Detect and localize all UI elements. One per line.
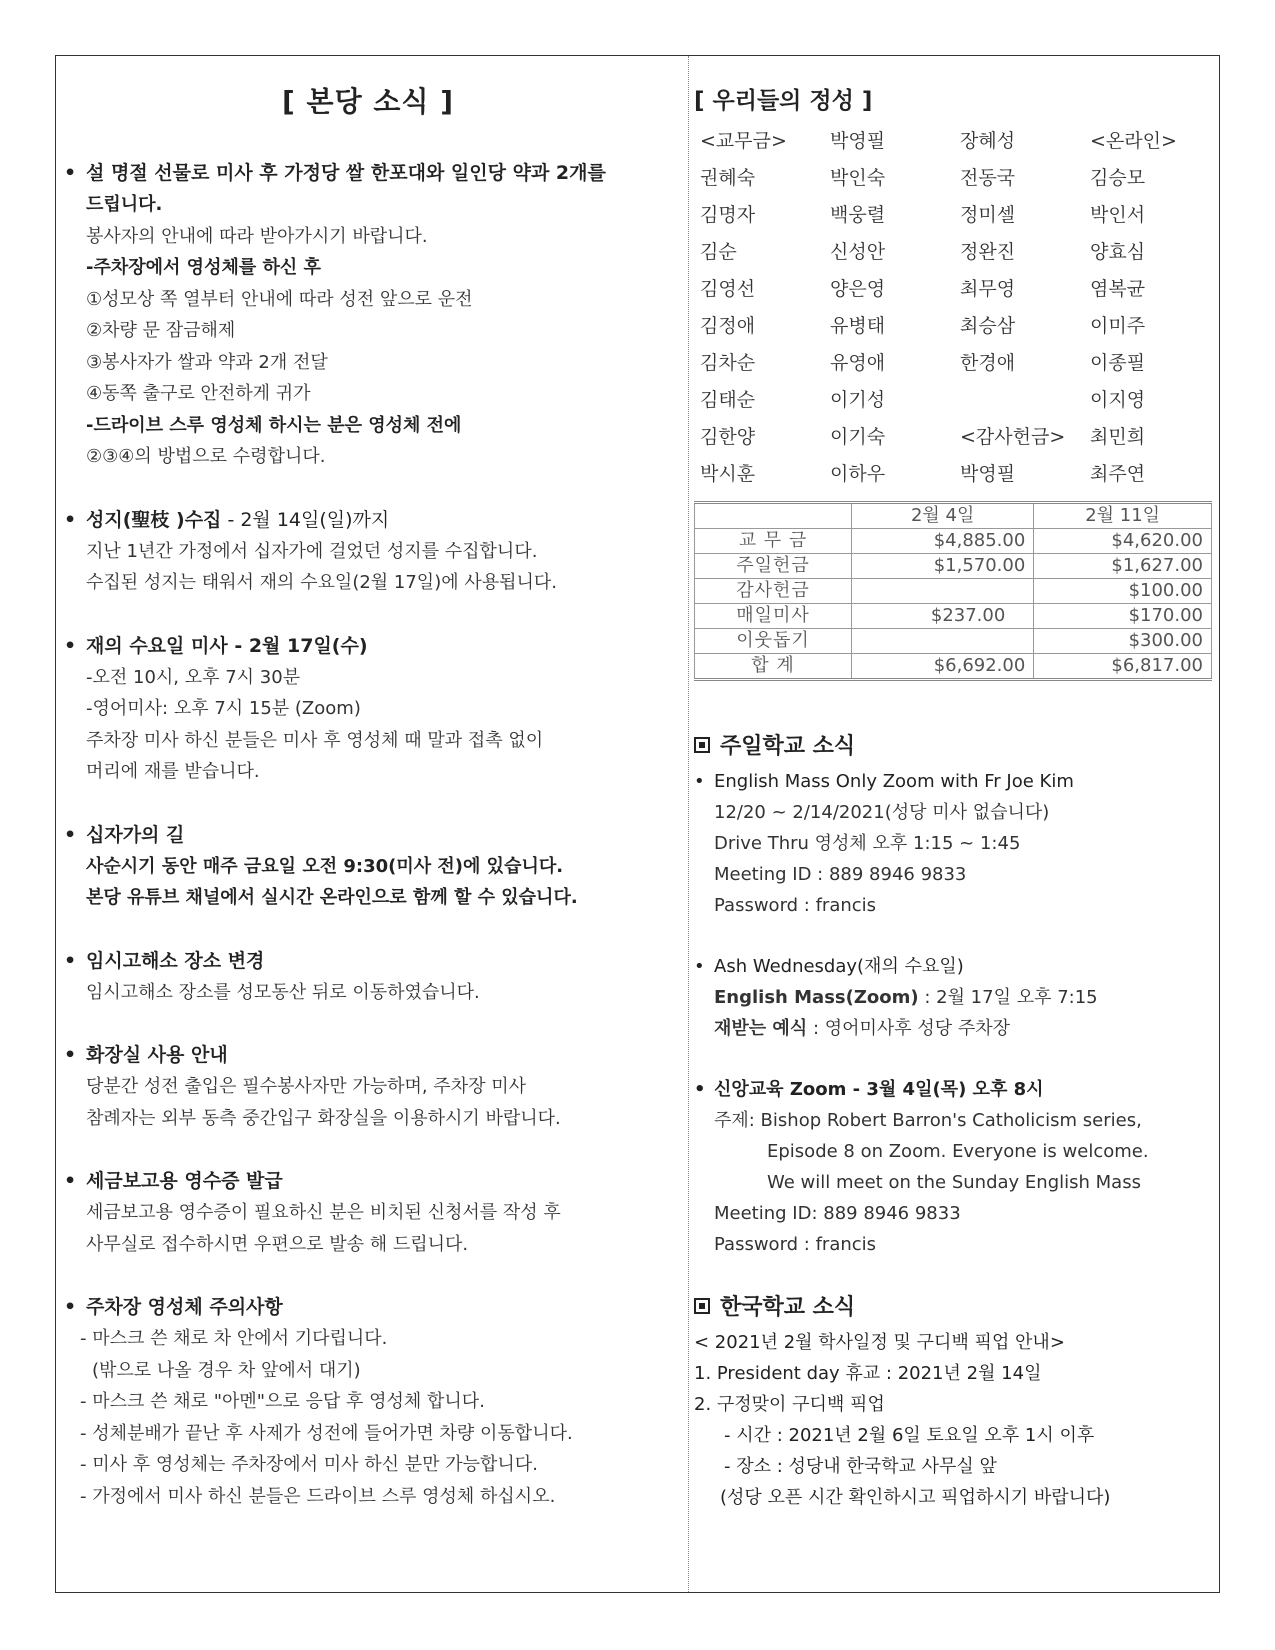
korean-school-line: - 장소 : 성당내 한국학교 사무실 앞 (724, 1456, 997, 1477)
donor-name: 권혜숙 (700, 167, 756, 189)
offering-amount-cell: $1,627.00 (1034, 554, 1212, 579)
news-item-heading (62, 158, 674, 189)
news-item-line: 참례자는 외부 동측 중간입구 화장실을 이용하시기 바랍니다. (86, 1107, 561, 1129)
news-item-line: 수집된 성지는 태워서 재의 수요일(2월 17일)에 사용됩니다. (86, 572, 557, 593)
news-item-line: -주차장에서 영성체를 하신 후 (86, 257, 321, 278)
faith-education-line: Episode 8 on Zoom. Everyone is welcome. (767, 1141, 1149, 1162)
faith-education-line: Meeting ID: 889 8946 9833 (714, 1203, 961, 1224)
offering-amount-cell: $300.00 (1034, 629, 1212, 654)
korean-school-line: 2. 구정맞이 구디백 픽업 (694, 1394, 885, 1415)
ash-wednesday-line-1 (694, 982, 1214, 1013)
parish-news-column (62, 80, 674, 1544)
donor-name: 김한양 (700, 426, 756, 448)
news-item-line: 주차장 미사 하신 분들은 미사 후 영성체 때 말과 접촉 없이 (86, 729, 544, 751)
offering-amount-cell: $100.00 (1034, 579, 1212, 604)
english-mass-line: Meeting ID : 889 8946 9833 (714, 864, 967, 885)
news-item (62, 946, 674, 1009)
donor-name: 김태순 (700, 389, 756, 411)
news-item-heading (62, 820, 674, 851)
news-item-heading-text: 성지(聖枝 )수집 (86, 508, 222, 531)
news-item (62, 820, 674, 914)
english-mass-heading: • English Mass Only Zoom with Fr Joe Kim (694, 766, 1214, 797)
offering-amount-cell: $6,817.00 (1034, 654, 1212, 680)
news-item-heading (62, 1040, 674, 1071)
korean-school-lines (694, 1327, 1214, 1513)
korean-school-title: 한국학교 소식 (720, 1295, 856, 1320)
donor-name: 김승모 (1090, 167, 1146, 189)
parish-news-title: [ 본당 소식 ] (281, 85, 455, 118)
donor-name: 박인숙 (830, 167, 886, 189)
donor-name: 이기성 (830, 389, 886, 411)
right-column (694, 82, 1214, 1513)
ash-wednesday-value-2: : 영어미사후 성당 주차장 (807, 1018, 1011, 1039)
news-item-line: ②③④의 방법으로 수령합니다. (86, 446, 326, 467)
offering-label-cell: 매일미사 (695, 604, 852, 629)
donor-name: 이미주 (1090, 315, 1146, 337)
news-item-line: ③봉사자가 쌀과 약과 2개 전달 (86, 351, 328, 373)
news-item-line: (밖으로 나올 경우 차 앞에서 대기) (92, 1359, 361, 1381)
offering-amount-cell: $4,885.00 (852, 529, 1034, 554)
offering-amount-cell: $4,620.00 (1034, 529, 1212, 554)
table-row (695, 529, 1212, 554)
column-divider (688, 56, 689, 1592)
news-item-line: -드라이브 스루 영성체 하시는 분은 영성체 전에 (86, 414, 462, 436)
offering-label-cell: 감사헌금 (695, 579, 852, 604)
sunday-school-block-2 (694, 951, 1214, 1044)
offering-header-cell: 2월 4일 (852, 503, 1034, 529)
donor-name (960, 382, 1090, 419)
news-item-line: 임시고해소 장소를 성모동산 뒤로 이동하였습니다. (86, 981, 480, 1003)
donor-name: 장혜성 (960, 130, 1016, 152)
sunday-school-heading (694, 729, 1214, 760)
english-mass-lines (694, 797, 1214, 921)
parish-news-list (62, 158, 674, 1512)
donor-name: 정완진 (960, 241, 1016, 263)
ash-wednesday-line-2 (694, 1013, 1214, 1044)
offering-header-cell (695, 503, 852, 529)
faith-education-lines (694, 1105, 1214, 1260)
donor-name: 유병태 (830, 315, 886, 337)
korean-school-line: < 2021년 2월 학사일정 및 구디백 픽업 안내> (694, 1332, 1065, 1353)
ash-wednesday-label-2: 재받는 예식 (714, 1018, 808, 1039)
news-item-heading-text: 임시고해소 장소 변경 (86, 949, 265, 972)
news-item-heading (62, 1166, 674, 1197)
ash-wednesday-label-1: English Mass(Zoom) (714, 987, 919, 1008)
news-item-heading (62, 505, 674, 536)
offering-amount-cell: $6,692.00 (852, 654, 1034, 680)
offering-amount-cell (852, 629, 1034, 654)
korean-school-heading (694, 1290, 1214, 1321)
donor-name: <감사헌금> (960, 426, 1066, 448)
sunday-school-title: 주일학교 소식 (720, 734, 856, 759)
donor-name: 최주연 (1090, 463, 1146, 485)
donor-grid (694, 123, 1214, 493)
sunday-school-block-1 (694, 766, 1214, 921)
offering-header-cell: 2월 11일 (1034, 503, 1212, 529)
table-row (695, 604, 1212, 629)
donor-name: 박시훈 (700, 463, 756, 485)
donor-name: 박영필 (830, 130, 886, 152)
offering-label-cell: 합 계 (695, 654, 852, 680)
news-item-heading-sub: - 2월 14일(일)까지 (221, 508, 390, 531)
news-item-line: -영어미사: 오후 7시 15분 (Zoom) (86, 698, 361, 719)
donor-name: 이종필 (1090, 352, 1146, 374)
news-item-line: ①성모상 쪽 열부터 안내에 따라 성전 앞으로 운전 (86, 288, 473, 310)
table-row (695, 579, 1212, 604)
news-item (62, 505, 674, 599)
square-bullet-icon (694, 1298, 710, 1314)
korean-school-line: (성당 오픈 시간 확인하시고 픽업하시기 바랍니다) (720, 1487, 1111, 1508)
faith-education-line: 주제: Bishop Robert Barron's Catholicism series, (714, 1110, 1142, 1131)
english-mass-line: 12/20 ~ 2/14/2021(성당 미사 없습니다) (714, 802, 1050, 823)
donor-name: 최민희 (1090, 426, 1146, 448)
news-item-line: 본당 유튜브 채널에서 실시간 온라인으로 함께 할 수 있습니다. (86, 887, 578, 908)
news-item-heading (62, 1292, 674, 1323)
donor-name: 유영애 (830, 352, 886, 374)
offering-label-cell: 이웃돕기 (695, 629, 852, 654)
donor-name: 이지영 (1090, 389, 1146, 411)
table-row (695, 554, 1212, 579)
donor-name: 박영필 (960, 463, 1016, 485)
faith-education-line: Password : francis (714, 1234, 877, 1255)
donor-name: 양은영 (830, 278, 886, 300)
news-item-line: 사무실로 접수하시면 우편으로 발송 해 드립니다. (86, 1233, 469, 1255)
ash-wednesday-heading: • Ash Wednesday(재의 수요일) (694, 951, 1214, 982)
offering-table (694, 501, 1212, 681)
offering-header-row (695, 503, 1212, 529)
news-item-line: - 마스크 쓴 채로 "아멘"으로 응답 후 영성체 합니다. (80, 1391, 485, 1412)
news-item-line: ②차량 문 잠금해제 (86, 320, 236, 341)
news-item-heading-text: 설 명절 선물로 미사 후 가정당 쌀 한포대와 일인당 약과 2개를 (86, 162, 606, 184)
donor-name: 전동국 (960, 167, 1016, 189)
news-item-heading-text: 십자가의 길 (86, 823, 185, 846)
news-item-line: -오전 10시, 오후 7시 30분 (86, 666, 301, 688)
news-item-heading-text: 재의 수요일 미사 - 2월 17일(수) (86, 634, 368, 657)
donor-name: <교무금> (700, 130, 787, 152)
donor-name: 이하우 (830, 463, 886, 485)
news-item-heading-text: 세금보고용 영수증 발급 (86, 1170, 283, 1192)
news-item-line: 세금보고용 영수증이 필요하신 분은 비치된 신청서를 작성 후 (86, 1202, 561, 1223)
donor-name: 이기숙 (830, 426, 886, 448)
donor-name: 최무영 (960, 278, 1016, 300)
donor-name: 김차순 (700, 352, 756, 374)
donor-name: <온라인> (1090, 130, 1177, 152)
news-item-line: 머리에 재를 받습니다. (86, 761, 260, 782)
news-item (62, 1166, 674, 1260)
donor-name: 신성안 (830, 241, 886, 263)
news-item-heading-text: 화장실 사용 안내 (86, 1044, 228, 1066)
donor-name: 염복균 (1090, 278, 1146, 300)
news-item-heading (62, 631, 674, 662)
donor-name: 정미셀 (960, 204, 1016, 226)
donor-name: 최승삼 (960, 315, 1016, 337)
news-item-line: 사순시기 동안 매주 금요일 오전 9:30(미사 전)에 있습니다. (86, 855, 564, 877)
donor-name: 백웅렬 (830, 204, 886, 226)
news-item (62, 1292, 674, 1512)
news-item-line: 봉사자의 안내에 따라 받아가시기 바랍니다. (86, 225, 428, 247)
ash-wednesday-value-1: : 2월 17일 오후 7:15 (918, 987, 1098, 1008)
donor-name: 김영선 (700, 278, 756, 300)
offering-amount-cell (852, 579, 1034, 604)
donors-title: [ 우리들의 정성 ] (694, 88, 873, 114)
faith-education-line: We will meet on the Sunday English Mass (767, 1172, 1141, 1193)
square-bullet-icon (694, 737, 710, 753)
news-item (62, 1040, 674, 1134)
news-item-heading (62, 946, 674, 977)
english-mass-line: Drive Thru 영성체 오후 1:15 ~ 1:45 (714, 833, 1021, 854)
news-item-line: - 마스크 쓴 채로 차 안에서 기다립니다. (80, 1328, 388, 1349)
korean-school-line: - 시간 : 2021년 2월 6일 토요일 오후 1시 이후 (724, 1425, 1095, 1446)
news-item-line: - 가정에서 미사 하신 분들은 드라이브 스루 영성체 하십시오. (80, 1485, 556, 1507)
english-mass-line: Password : francis (714, 895, 877, 916)
offering-amount-cell: $237.00 (852, 604, 1034, 629)
offering-amount-cell: $1,570.00 (852, 554, 1034, 579)
table-row (695, 629, 1212, 654)
news-item-line: 드립니다. (86, 194, 163, 215)
news-item-line: 지난 1년간 가정에서 십자가에 걸었던 성지를 수집합니다. (86, 540, 538, 562)
news-item-line: - 미사 후 영성체는 주차장에서 미사 하신 분만 가능합니다. (80, 1454, 538, 1475)
korean-school-line: 1. President day 휴교 : 2021년 2월 14일 (694, 1363, 1042, 1384)
table-row (695, 654, 1212, 680)
donor-name: 박인서 (1090, 204, 1146, 226)
offering-label-cell: 교 무 금 (695, 529, 852, 554)
news-item-heading-text: 주차장 영성체 주의사항 (86, 1296, 283, 1318)
donor-name: 김정애 (700, 315, 756, 337)
sunday-school-block-3 (694, 1074, 1214, 1260)
donor-name: 한경애 (960, 352, 1016, 374)
news-item-line: - 성체분배가 끝난 후 사제가 성전에 들어가면 차량 이동합니다. (80, 1422, 573, 1444)
donor-name: 김순 (700, 241, 737, 263)
offering-amount-cell: $170.00 (1034, 604, 1212, 629)
donor-name: 양효심 (1090, 241, 1146, 263)
news-item-line: 당분간 성전 출입은 필수봉사자만 가능하며, 주차장 미사 (86, 1076, 526, 1097)
offering-label-cell: 주일헌금 (695, 554, 852, 579)
news-item (62, 158, 674, 473)
donor-name: 김명자 (700, 204, 756, 226)
news-item (62, 631, 674, 788)
news-item-line: ④동쪽 출구로 안전하게 귀가 (86, 383, 311, 404)
faith-education-heading: • 신앙교육 Zoom - 3월 4일(목) 오후 8시 (694, 1074, 1214, 1105)
